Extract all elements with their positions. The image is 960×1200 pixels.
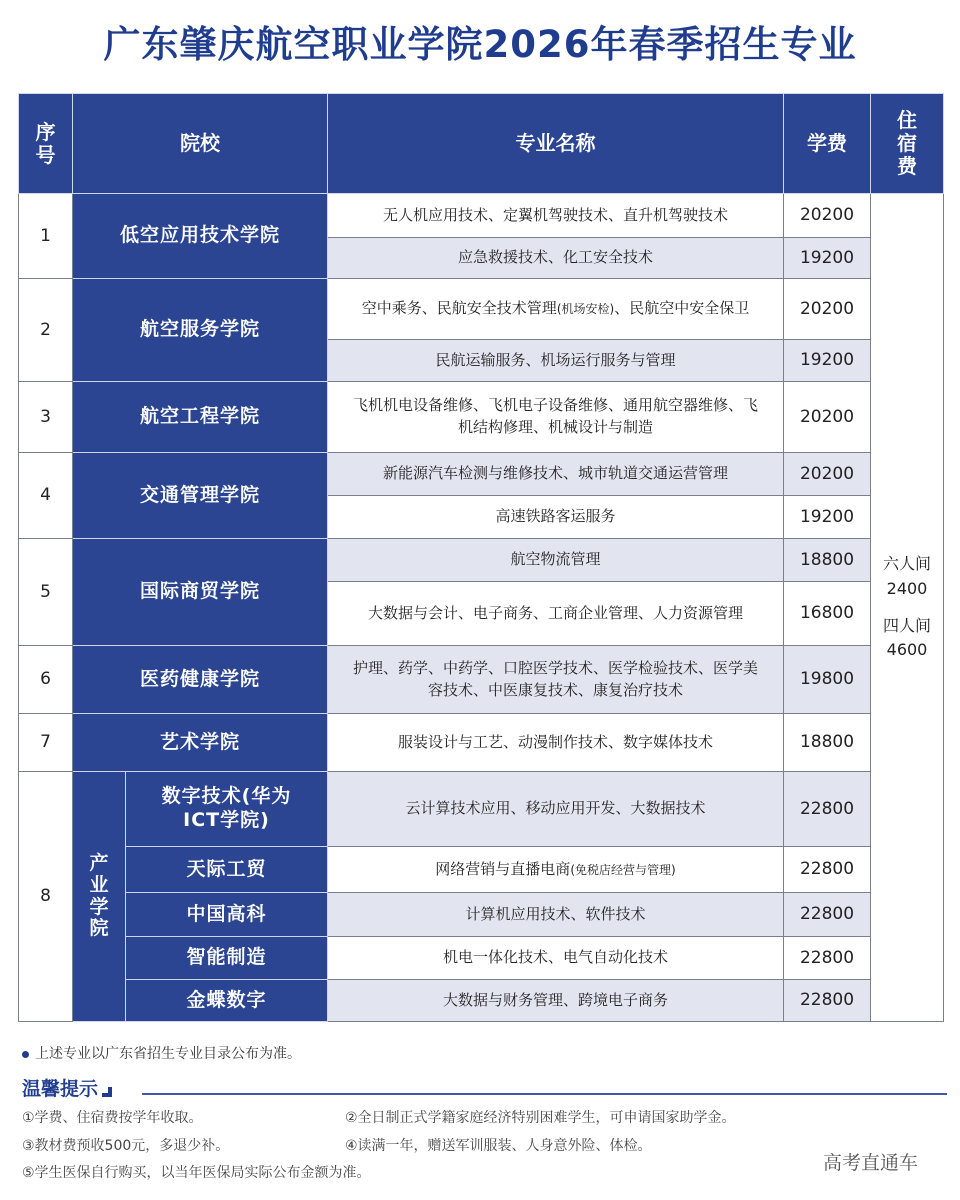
row-number: 5 (19, 539, 73, 646)
tip-item: ③教材费预收500元，多退少补。 (22, 1138, 230, 1154)
major-text: 网络营销与直播电商 (435, 859, 571, 878)
row-number: 3 (19, 382, 73, 453)
sub-school-name: 中国高科 (126, 893, 328, 937)
tuition-fee: 16800 (784, 582, 871, 646)
row-number: 2 (19, 279, 73, 382)
tuition-fee: 19200 (784, 340, 871, 382)
footnote (22, 1043, 301, 1063)
tuition-fee: 20200 (784, 194, 871, 238)
tuition-fee: 22800 (784, 980, 871, 1022)
major-names: 大数据与财务管理、跨境电子商务 (328, 980, 784, 1022)
major-text: 、民航空中安全保卫 (614, 299, 750, 318)
row-number: 7 (19, 714, 73, 772)
school-name: 国际商贸学院 (73, 539, 328, 646)
industry-school-name (73, 772, 126, 1022)
footnote-text: 上述专业以广东省招生专业目录公布为准。 (35, 1046, 301, 1062)
major-names: 民航运输服务、机场运行服务与管理 (328, 340, 784, 382)
table-row (19, 646, 944, 714)
major-names: 高速铁路客运服务 (328, 496, 784, 539)
row-number: 4 (19, 453, 73, 539)
sub-school-name: 金蝶数字 (126, 980, 328, 1022)
dorm-six-fee: 2400 (886, 578, 928, 598)
sub-school-name: 数字技术(华为ICT学院) (126, 772, 328, 847)
major-text: 空中乘务、民航安全技术管理 (361, 299, 557, 318)
header-major: 专业名称 (328, 94, 784, 194)
tuition-fee: 20200 (784, 279, 871, 340)
tuition-fee: 20200 (784, 382, 871, 453)
school-name: 航空工程学院 (73, 382, 328, 453)
major-names: 护理、药学、中药学、口腔医学技术、医学检验技术、医学美容技术、中医康复技术、康复治疗技术 (328, 646, 784, 714)
header-school: 院校 (73, 94, 328, 194)
dorm-four-fee: 4600 (886, 640, 928, 660)
dorm-six-label: 六人间 (882, 553, 931, 573)
school-name: 低空应用技术学院 (73, 194, 328, 279)
bullet-icon (22, 1051, 29, 1058)
table-row (19, 279, 944, 340)
majors-table (18, 93, 944, 1022)
divider (142, 1093, 947, 1095)
industry-school-text: 产业学院 (89, 851, 109, 940)
tip-item: ⑤学生医保自行购买，以当年医保局实际公布金额为准。 (22, 1165, 371, 1181)
sub-school-name: 天际工贸 (126, 847, 328, 893)
tuition-fee: 22800 (784, 937, 871, 980)
header-dorm-text: 住宿费 (897, 108, 917, 178)
major-names: 无人机应用技术、定翼机驾驶技术、直升机驾驶技术 (328, 194, 784, 238)
tip-item: ④读满一年，赠送军训服装、人身意外险、体检。 (345, 1138, 652, 1154)
table-row (19, 714, 944, 772)
header-no (19, 94, 73, 194)
tuition-fee: 20200 (784, 453, 871, 496)
tips-heading: 温馨提示 (22, 1074, 112, 1101)
tuition-fee: 19200 (784, 496, 871, 539)
major-names: 机电一体化技术、电气自动化技术 (328, 937, 784, 980)
major-names: 新能源汽车检测与维修技术、城市轨道交通运营管理 (328, 453, 784, 496)
watermark: 高考直通车 (823, 1152, 919, 1174)
tip-item: ①学费、住宿费按学年收取。 (22, 1110, 203, 1126)
header-dorm (871, 94, 944, 194)
header-no-text: 序号 (35, 119, 56, 167)
major-names: 计算机应用技术、软件技术 (328, 893, 784, 937)
major-names: 大数据与会计、电子商务、工商企业管理、人力资源管理 (328, 582, 784, 646)
page-title: 广东肇庆航空职业学院2026年春季招生专业 (103, 23, 857, 66)
tuition-fee: 22800 (784, 847, 871, 893)
row-number: 6 (19, 646, 73, 714)
corner-mark-icon (102, 1087, 112, 1097)
table-row (19, 772, 944, 847)
tuition-fee: 18800 (784, 714, 871, 772)
major-names: 服装设计与工艺、动漫制作技术、数字媒体技术 (328, 714, 784, 772)
table-row (19, 980, 944, 1022)
major-names: 云计算技术应用、移动应用开发、大数据技术 (328, 772, 784, 847)
dorm-fee (871, 194, 944, 1022)
table-row (19, 539, 944, 582)
tuition-fee: 19200 (784, 238, 871, 279)
major-names (328, 847, 784, 893)
row-number: 8 (19, 772, 73, 1022)
table-header (19, 94, 944, 194)
tuition-fee: 18800 (784, 539, 871, 582)
school-name: 航空服务学院 (73, 279, 328, 382)
school-name: 艺术学院 (73, 714, 328, 772)
major-names: 航空物流管理 (328, 539, 784, 582)
row-number: 1 (19, 194, 73, 279)
table-row (19, 382, 944, 453)
tip-item: ②全日制正式学籍家庭经济特别困难学生，可申请国家助学金。 (345, 1110, 736, 1126)
header-fee: 学费 (784, 94, 871, 194)
major-note: (免税店经营与管理) (570, 862, 676, 877)
table-row (19, 194, 944, 238)
tuition-fee: 19800 (784, 646, 871, 714)
dorm-four-label: 四人间 (882, 615, 931, 635)
tuition-fee: 22800 (784, 893, 871, 937)
major-names (328, 279, 784, 340)
table-row (19, 893, 944, 937)
major-names: 飞机机电设备维修、飞机电子设备维修、通用航空器维修、飞机结构修理、机械设计与制造 (328, 382, 784, 453)
school-name: 交通管理学院 (73, 453, 328, 539)
major-names: 应急救援技术、化工安全技术 (328, 238, 784, 279)
major-note: (机场安检) (556, 302, 615, 317)
table-row (19, 847, 944, 893)
school-name: 医药健康学院 (73, 646, 328, 714)
table-row (19, 937, 944, 980)
sub-school-name: 智能制造 (126, 937, 328, 980)
table-row (19, 453, 944, 496)
tuition-fee: 22800 (784, 772, 871, 847)
